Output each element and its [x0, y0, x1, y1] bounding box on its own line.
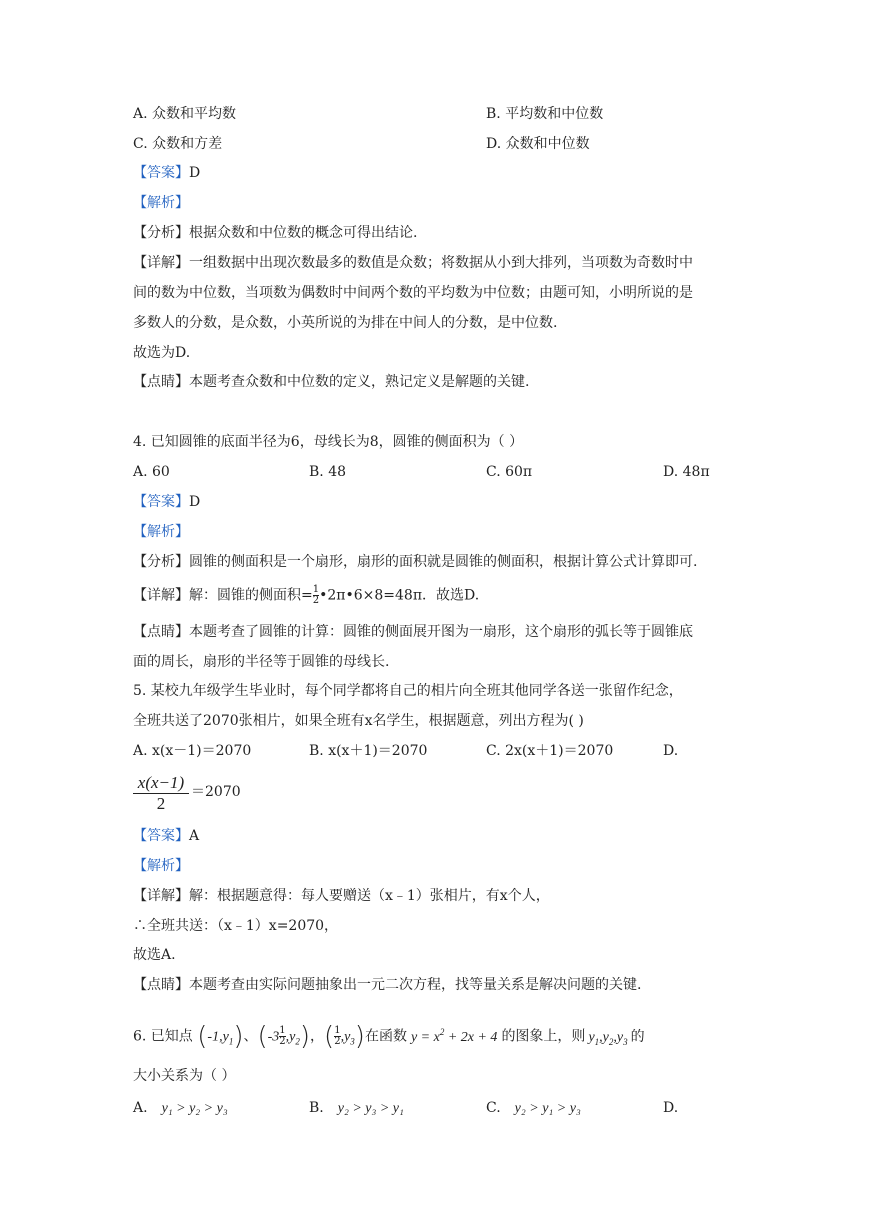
function-expr: y = x — [410, 1029, 440, 1045]
q5-conclusion: 故选A. — [133, 947, 176, 963]
frac-num: 1 — [279, 1025, 286, 1037]
q5-option-d: D. — [663, 743, 679, 759]
q5-analysis-tag: 【解析】 — [133, 858, 189, 874]
q6-stem-2: 大小关系为（ ） — [133, 1068, 236, 1084]
fenxi-text: 根据众数和中位数的概念可得出结论. — [189, 225, 418, 241]
frac-num: 1 — [312, 584, 320, 595]
q6-tail: 的图象上，则 — [501, 1028, 586, 1045]
q4-option-c: C. 60π — [486, 464, 533, 480]
q5-dianjing — [133, 975, 641, 995]
paren-right-icon: ) — [299, 1021, 311, 1052]
answer-value: A — [189, 828, 200, 844]
paren-right-icon: ) — [354, 1021, 365, 1052]
dianjing-tag: 【点睛】 — [133, 374, 189, 390]
q3-option-c: C. 众数和方差 — [133, 136, 223, 152]
frac-den: 2 — [156, 794, 166, 813]
answer-tag: 【答案】 — [133, 828, 189, 844]
fenxi-tag: 【分析】 — [133, 225, 189, 241]
frac-den: 2 — [279, 1036, 286, 1048]
answer-value: D — [189, 165, 201, 181]
option-expr: y₂ > y₃ > y₁ — [337, 1101, 404, 1116]
separator-1: 、 — [243, 1028, 258, 1045]
q4-fenxi — [133, 552, 697, 572]
paren-left-icon: ( — [324, 1021, 335, 1052]
q5-option-b: B. x(x＋1)＝2070 — [309, 743, 428, 759]
sub-3: 3 — [350, 1036, 355, 1047]
sub-1: 1 — [228, 1036, 234, 1047]
point-2-int: -3 — [267, 1029, 280, 1045]
sub-2: 2 — [295, 1036, 300, 1047]
frac-num: 1 — [334, 1025, 341, 1037]
q5-xiangjie — [133, 886, 550, 906]
q5-stem-1: 5. 某校九年级学生毕业时，每个同学都将自己的相片向全班其他同学各送一张留作纪念， — [133, 683, 683, 699]
xiangjie-text-1: 一组数据中出现次数最多的数值是众数；将数据从小到大排列，当项数为奇数时中 — [189, 255, 693, 271]
q6-option-d: D. — [663, 1100, 679, 1116]
answer-value: D — [189, 494, 201, 510]
q6-stem — [133, 1018, 645, 1055]
paren-left-icon: ( — [197, 1021, 208, 1052]
point-2-y: ,y — [285, 1029, 296, 1045]
paren-left-icon: ( — [257, 1021, 268, 1052]
q4-dianjing-2: 面的周长，扇形的半径等于圆锥的母线长. — [133, 654, 390, 670]
q3-xiangjie-2: 间的数为中位数，当项数为偶数时中间两个数的平均数为中位数；由题可知，小明所说的是 — [133, 285, 693, 301]
xiangjie-tag: 【详解】 — [133, 587, 189, 604]
frac-num: x(x−1) — [137, 773, 185, 792]
dianjing-text-1: 本题考查了圆锥的计算：圆锥的侧面展开图为一扇形，这个扇形的弧长等于圆锥底 — [189, 624, 693, 640]
q3-option-b: B. 平均数和中位数 — [486, 106, 604, 122]
q3-conclusion: 故选为D. — [133, 345, 191, 361]
q6-number: 6. 已知点 — [133, 1028, 193, 1045]
q4-dianjing — [133, 622, 693, 642]
answer-tag: 【答案】 — [133, 165, 189, 181]
fenxi-tag: 【分析】 — [133, 554, 189, 570]
q5-option-d-fraction — [133, 773, 189, 814]
function-tail: + 2x + 4 — [444, 1029, 498, 1045]
q3-option-a: A. 众数和平均数 — [133, 106, 237, 122]
option-letter: B. — [309, 1100, 324, 1116]
q6-option-a — [133, 1098, 228, 1119]
q6-de: 的 — [630, 1028, 645, 1045]
frac-den: 2 — [334, 1036, 341, 1048]
answer-tag: 【答案】 — [133, 494, 189, 510]
q3-xiangjie — [133, 253, 693, 273]
q3-fenxi — [133, 223, 417, 243]
q5-option-a: A. x(x－1)＝2070 — [133, 743, 252, 759]
q5-option-d-tail: ＝2070 — [191, 784, 241, 800]
vars-list: $y_1,y_2,y_3$ — [588, 1029, 628, 1047]
q6-option-c — [486, 1098, 581, 1119]
q4-option-b: B. 48 — [309, 464, 347, 480]
xiangjie-text-1: 解：根据题意得：每人要赠送（x﹣1）张相片，有x个人， — [189, 888, 550, 904]
separator-2: ， — [310, 1028, 325, 1045]
dianjing-text: 本题考查由实际问题抽象出一元二次方程，找等量关系是解决问题的关键. — [189, 977, 642, 993]
dianjing-tag: 【点睛】 — [133, 624, 189, 640]
q3-dianjing — [133, 372, 529, 392]
q3-xiangjie-3: 多数人的分数，是众数，小英所说的为排在中间人的分数，是中位数. — [133, 315, 558, 331]
dianjing-text: 本题考查众数和中位数的定义，熟记定义是解题的关键. — [189, 374, 530, 390]
q4-analysis-tag: 【解析】 — [133, 524, 189, 540]
q4-option-d: D. 48π — [663, 464, 710, 480]
paren-right-icon: ) — [233, 1021, 244, 1052]
option-letter: C. — [486, 1100, 501, 1116]
option-letter: A. — [133, 1100, 148, 1116]
q4-xiangjie — [133, 585, 479, 606]
q6-mid: 在函数 — [364, 1028, 407, 1045]
point-3-y: ,y — [340, 1029, 351, 1045]
q5-answer — [133, 826, 199, 846]
xiangjie-tag: 【详解】 — [133, 888, 189, 904]
frac-den: 2 — [312, 595, 320, 606]
q3-answer — [133, 163, 200, 183]
q4-stem: 4. 已知圆锥的底面半径为6，母线长为8，圆锥的侧面积为（ ） — [133, 434, 524, 450]
fenxi-text: 圆锥的侧面积是一个扇形，扇形的面积就是圆锥的侧面积，根据计算公式计算即可. — [189, 554, 698, 570]
q6-option-b — [309, 1098, 404, 1119]
q5-option-c: C. 2x(x＋1)＝2070 — [486, 743, 614, 759]
q4-answer — [133, 492, 200, 512]
q5-stem-2: 全班共送了2070张相片，如果全班有x名学生，根据题意，列出方程为( ) — [133, 713, 584, 729]
function-sup: 2 — [439, 1027, 445, 1037]
option-expr: y₁ > y₂ > y₃ — [161, 1101, 228, 1116]
point-1: -1,y — [207, 1029, 229, 1045]
q3-option-d: D. 众数和中位数 — [486, 136, 590, 152]
q5-xiangjie-2: ∴全班共送：（x﹣1）x=2070， — [133, 918, 339, 934]
xiangjie-pre: 解：圆锥的侧面积= — [189, 587, 313, 604]
dianjing-tag: 【点睛】 — [133, 977, 189, 993]
q3-analysis-tag: 【解析】 — [133, 195, 189, 211]
xiangjie-post: •2π•6×8=48π．故选D. — [319, 587, 480, 604]
q4-option-a: A. 60 — [133, 464, 170, 480]
xiangjie-tag: 【详解】 — [133, 255, 189, 271]
option-expr: y₂ > y₁ > y₃ — [514, 1101, 581, 1116]
